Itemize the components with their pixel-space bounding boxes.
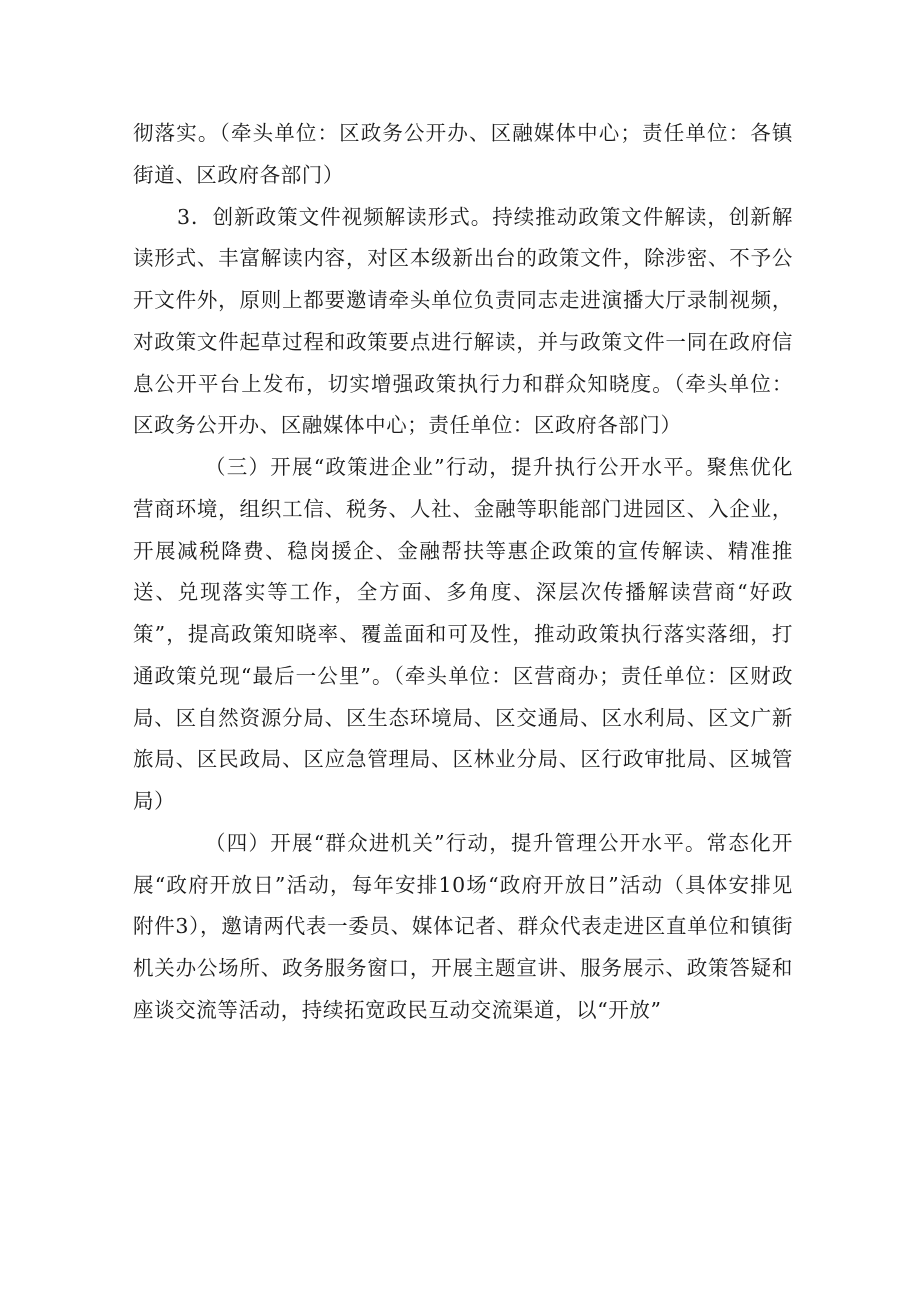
document-body: [133, 113, 793, 1032]
paragraph-item-3: 3．创新政策文件视频解读形式。持续推动政策文件解读，创新解读形式、丰富解读内容，对区本级新出台的政策文件，除涉密、不予公开文件外，原则上都要邀请牵头单位负责同志走进演播大厅录制视频，对政策文件起草过程和政策要点进行解读，并与政策文件一同在政府信息公开平台上发布，切实增强政策执行力和群众知晓度。（牵头单位：区政务公开办、区融媒体中心；责任单位：区政府各部门）: [133, 204, 793, 438]
paragraph-continuation: 彻落实。（牵头单位：区政务公开办、区融媒体中心；责任单位：各镇街道、区政府各部门）: [133, 121, 793, 187]
paragraph-section-4: （四）开展“群众进机关”行动，提升管理公开水平。常态化开展“政府开放日”活动，每年安排10场“政府开放日”活动（具体安排见附件3），邀请两代表一委员、媒体记者、群众代表走进区直单位和镇街机关办公场所、政务服务窗口，开展主题宣讲、服务展示、政策答疑和座谈交流等活动，持续拓宽政民互动交流渠道，以“开放”: [133, 830, 793, 1022]
paragraph-section-3: （三）开展“政策进企业”行动，提升执行公开水平。聚焦优化营商环境，组织工信、税务、人社、金融等职能部门进园区、入企业，开展减税降费、稳岗援企、金融帮扶等惠企政策的宣传解读、精准推送、兑现落实等工作，全方面、多角度、深层次传播解读营商“好政策”，提高政策知晓率、覆盖面和可及性，推动政策执行落实落细，打通政策兑现“最后一公里”。（牵头单位：区营商办；责任单位：区财政局、区自然资源分局、区生态环境局、区交通局、区水利局、区文广新旅局、区民政局、区应急管理局、区林业分局、区行政审批局、区城管局）: [133, 455, 793, 813]
